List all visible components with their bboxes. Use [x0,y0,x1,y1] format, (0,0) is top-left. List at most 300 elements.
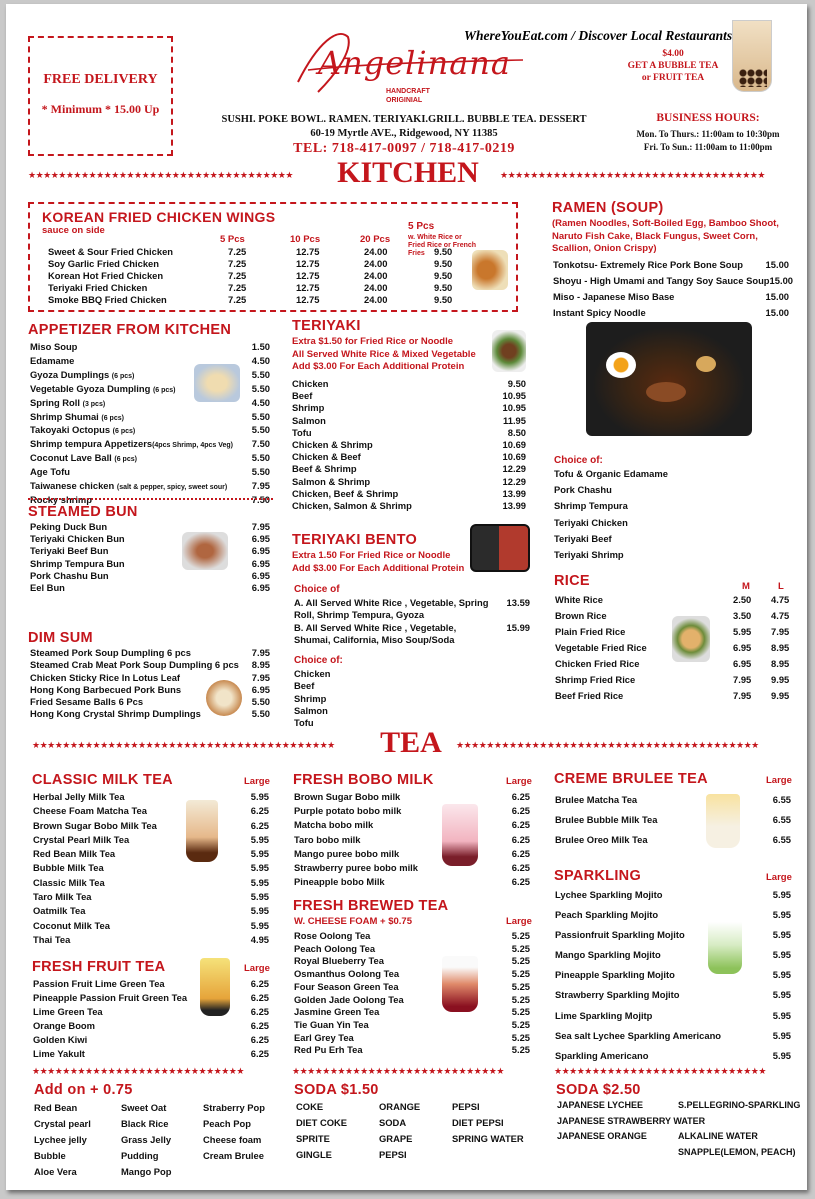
soda250-row [557,1130,807,1146]
bento-notes [292,550,472,575]
menu-item-row [292,439,526,451]
menu-item-price: 6.25 [511,862,530,874]
menu-item-row [553,273,793,289]
rice-name: White Rice [555,594,603,605]
menu-item-name: Rose Oolong Tea [294,930,371,941]
menu-item-row [555,985,791,1005]
menu-item-row [294,955,530,968]
soda250-grid [557,1099,807,1161]
wings-price: 7.25 [228,246,247,257]
rice-name: Chicken Fried Rice [555,658,640,669]
menu-item-row [555,965,791,985]
menu-item-price: 6.25 [250,1020,269,1031]
bento-a-price: 13.59 [506,597,530,608]
hours-weekend: Fri. To Sun.: 11:00am to 11:00pm [643,142,773,152]
wings-price: 24.00 [364,282,388,293]
menu-item-row [292,451,526,463]
menu-item-name: Taro Milk Tea [33,891,92,903]
menu-item-row [555,790,791,810]
menu-item-row [30,521,270,533]
menu-item-row [33,819,269,833]
wings-price: 9.50 [434,294,453,305]
soda250-row [557,1146,807,1162]
grid-item: GRAPE [379,1133,413,1144]
choice-item: Beef [294,680,315,692]
grid-column [34,1100,121,1180]
appetizer-qualifier: (6 pcs) [101,414,124,422]
appetizer-label [30,369,134,383]
menu-item-name: Mango Sparkling Mojito [555,949,661,961]
menu-item-price: 5.95 [250,791,269,802]
soda150-grid [296,1099,546,1163]
menu-item-name: Hong Kong Crystal Shrimp Dumplings [30,708,201,720]
menu-item-name: Strawberry Sparkling Mojito [555,989,680,1001]
grid-item: Cream Brulee [203,1150,264,1161]
appetizer-qualifier: (4pcs Shrimp, 4pcs Veg) [152,442,233,450]
menu-item-price: 5.95 [250,905,269,917]
free-delivery-title: FREE DELIVERY [43,72,158,87]
ramen-choices [554,466,668,563]
wings-col4-label: 5 Pcs [408,221,435,232]
menu-item-row [294,833,530,847]
wings-price: 7.25 [228,282,247,293]
appetizer-price: 5.50 [251,466,270,478]
menu-item-price: 5.95 [772,1009,791,1021]
teriyaki-note-2: All Served White Rice & Mixed Vegetable [292,348,476,360]
bento-option-a [294,597,530,622]
menu-item-row [33,847,269,861]
menu-item-row [294,818,530,832]
wings-name: Soy Garlic Fried Chicken [48,258,159,269]
grid-item: Peach Pop [203,1118,251,1129]
menu-item-name: Oatmilk Tea [33,905,86,917]
wings-price: 12.75 [296,246,320,257]
appetizer-label [30,424,135,438]
classic-list [33,790,269,947]
grid-item: COKE [296,1101,324,1112]
wings-price: 9.50 [434,258,453,269]
menu-item-name: Four Season Green Tea [294,980,399,992]
grid-item: Red Bean [34,1102,78,1113]
menu-item-name: Peach Sparkling Mojito [555,909,659,921]
creme-title: CREME BRULEE TEA [554,771,708,787]
menu-item-row [30,582,270,594]
bento-b-price: 15.99 [506,622,530,633]
grid-item: Mango Pop [121,1166,172,1177]
steamed-title: STEAMED BUN [28,504,138,520]
bento-choice2-title: Choice of: [294,655,343,666]
menu-item-row [30,558,270,570]
tagline: SUSHI. POKE BOWL. RAMEN. TERIYAKI.GRILL. BUBBLE TEA. DESSERT [221,114,587,125]
menu-item-row [294,875,530,889]
menu-item-row [30,647,270,659]
menu-item-name: Passion Fruit Lime Green Tea [33,978,165,989]
menu-item-row [292,390,526,402]
divider-steamed [28,498,273,500]
appetizer-label [30,383,176,397]
grid-item: DIET PEPSI [452,1117,504,1128]
menu-item-price: 13.99 [502,487,526,499]
soda250-left: JAPANESE STRAWBERRY WATER [557,1115,706,1126]
menu-item-name: Earl Grey Tea [294,1031,354,1043]
appetizer-title: APPETIZER FROM KITCHEN [28,322,232,338]
fruit-list [33,977,269,1061]
addon-grid [34,1100,284,1180]
menu-item-name: Chicken Sticky Rice In Lotus Leaf [30,671,181,683]
menu-item-price: 5.95 [772,969,791,981]
appetizer-name: Takoyaki Octopus [30,424,113,436]
menu-item-name: Tie Guan Yin Tea [294,1018,369,1030]
menu-item-price: 6.25 [250,992,269,1003]
wings-price: 9.50 [434,282,453,293]
menu-item-price: 5.95 [772,929,791,941]
menu-item-name: Mango puree bobo milk [294,847,400,859]
appetizer-qualifier: (6 pcs) [152,386,176,394]
rice-price-l: 8.95 [771,642,790,653]
menu-item-name: Orange Boom [33,1020,95,1031]
wings-title: KOREAN FRIED CHICKEN WINGS [42,209,276,225]
appetizer-row [30,438,270,452]
menu-item-price: 5.25 [511,1031,530,1043]
promo-box [618,32,728,84]
addon-stars: ★★★★★★★★★★★★★★★★★★★★★★★★★★★★ [32,1066,244,1076]
menu-item-price: 15.00 [769,275,793,286]
menu-item-name: Red Bean Milk Tea [33,848,116,860]
menu-item-row [555,810,791,830]
menu-item-row [555,1046,791,1066]
rice-price-l: 4.75 [771,610,790,621]
menu-item-name: Chicken [292,378,329,389]
menu-item-price: 5.95 [250,919,269,931]
grid-item: SPRING WATER [452,1133,524,1144]
appetizer-label [30,397,105,411]
grid-item: SODA [379,1117,407,1128]
grid-item: Lychee jelly [34,1134,87,1145]
menu-item-row [33,804,269,818]
rice-price-m: 2.50 [733,594,752,605]
menu-item-row [33,876,269,890]
rice-price-m: 5.95 [733,626,752,637]
menu-item-name: Tofu [292,426,312,438]
menu-item-row [292,500,526,512]
menu-item-name: Shoyu - High Umami and Tangy Soy Sauce Soup [553,275,770,286]
appetizer-label [30,411,124,425]
teriyaki-list [292,378,526,512]
menu-item-price: 4.95 [250,933,269,945]
menu-item-name: Pork Chashu Bun [30,569,109,581]
rice-price-m: 7.95 [733,690,752,701]
menu-item-name: Purple potato bobo milk [294,805,402,817]
appetizer-label [30,438,233,452]
menu-item-price: 8.50 [507,426,526,438]
choice-item: Shrimp Tempura [554,500,628,512]
appetizer-price: 5.50 [251,410,270,422]
soda150-title: SODA $1.50 [294,1082,379,1098]
appetizer-qualifier: (salt & pepper, spicy, sweet sour) [116,484,228,492]
appetizer-price: 5.50 [251,368,270,380]
appetizer-name: Gyoza Dumplings [30,368,112,380]
rice-row [555,672,791,688]
wings-sub: sauce on side [42,225,105,236]
menu-item-name: Taro bobo milk [294,833,361,845]
grid-item: Crystal pearl [34,1118,91,1129]
menu-item-row [555,945,791,965]
menu-item-name: Jasmine Green Tea [294,1006,380,1018]
menu-item-row [292,463,526,475]
menu-item-price: 5.95 [250,891,269,903]
menu-item-row [33,977,269,991]
appetizer-name: Spring Roll [30,396,83,408]
menu-item-price: 5.95 [772,1029,791,1041]
teriyaki-note-1: Extra $1.50 for Fried Rice or Noodle [292,336,454,347]
menu-item-row [294,1019,530,1032]
grid-item: Straberry Pop [203,1102,265,1113]
menu-item-name: Lychee Sparkling Mojito [555,889,663,900]
ramen-desc: (Ramen Noodles, Soft-Boiled Egg, Bamboo Shoot, Naruto Fish Cake, Black Fungus, Sweet Corn, Scallion, Onion Crispy) [552,218,779,254]
menu-item-price: 10.69 [502,451,526,463]
rice-name: Beef Fried Rice [555,690,624,701]
menu-item-row [555,1026,791,1046]
rice-row [555,688,791,704]
choice-item: Teriyaki Shrimp [554,549,624,561]
menu-item-row [292,488,526,500]
menu-item-price: 5.50 [251,696,270,708]
choice-item: Tofu & Organic Edamame [554,468,668,479]
menu-item-row [555,905,791,925]
choice-item: Shrimp [294,692,327,704]
delivery-minimum: * Minimum * 15.00 Up [41,102,160,116]
menu-item-price: 13.99 [502,500,526,512]
grid-column [452,1099,542,1163]
appetizer-price: 1.50 [251,341,270,352]
teriyaki-note-3: Add $3.00 For Each Additional Protein [292,361,465,372]
grid-item: DIET COKE [296,1117,348,1128]
brewed-tea-photo [442,956,478,1012]
soda250-row [557,1115,807,1131]
soda250-row [557,1099,807,1115]
appetizer-name: Shrimp tempura Appetizers [30,438,153,450]
logo-sub1: HANDCRAFT [386,88,430,95]
menu-item-price: 15.00 [765,259,789,270]
menu-item-price: 5.95 [250,848,269,860]
bobo-title: FRESH BOBO MILK [293,772,434,788]
appetizer-price: 5.50 [251,452,270,464]
menu-page [6,4,807,1190]
menu-item-price: 5.95 [250,862,269,874]
menu-item-row [33,1005,269,1019]
menu-item-name: Shrimp Tempura Bun [30,557,125,569]
soda250-right: ALKALINE WATER [678,1131,758,1141]
grid-item: Pudding [121,1150,159,1161]
menu-item-price: 5.25 [511,980,530,992]
menu-item-price: 15.00 [765,307,789,318]
wings-row [48,246,468,258]
menu-item-price: 5.25 [511,930,530,941]
menu-item-row [33,991,269,1005]
bento-note-1: Extra 1.50 For Fried Rice or Noodle [292,550,451,561]
rice-name: Shrimp Fried Rice [555,674,636,685]
grid-item: Cheese foam [203,1134,262,1145]
appetizer-name: Taiwanese chicken [30,480,117,492]
menu-item-name: Royal Blueberry Tea [294,955,384,967]
wings-col-10: 10 Pcs [290,234,321,245]
wings-row [48,294,468,306]
wings-col-5: 5 Pcs [220,234,245,245]
menu-item-name: Peking Duck Bun [30,521,108,532]
wings-row [48,282,468,294]
appetizer-label [30,480,227,494]
bento-option-b [294,622,530,647]
classic-size: Large [244,776,270,787]
menu-item-row [294,1044,530,1057]
choice-item: Tofu [294,717,314,729]
appetizer-name: Miso Soup [30,341,78,352]
menu-item-name: Peach Oolong Tea [294,942,376,954]
menu-item-name: Steamed Pork Soup Dumpling 6 pcs [30,647,191,658]
menu-item-name: Chicken & Shrimp [292,439,373,451]
promo-price: $4.00 [662,49,684,59]
hours [618,112,798,154]
steamed-list [30,521,270,594]
grid-column [296,1099,379,1163]
grid-item: PEPSI [452,1101,480,1112]
stars-right: ★★★★★★★★★★★★★★★★★★★★★★★★★★★★★★★★★★★ [500,170,765,180]
watermark: WhereYouEat.com / Discover Local Restaurants [464,28,733,43]
menu-item-name: Bubble Milk Tea [33,862,104,874]
menu-item-row [555,885,791,905]
menu-item-price: 5.50 [251,708,270,720]
teriyaki-title: TERIYAKI [292,318,361,334]
menu-item-name: Brulee Oreo Milk Tea [555,834,648,845]
menu-item-price: 5.25 [511,993,530,1005]
bobo-photo [442,804,478,866]
wings-price: 12.75 [296,282,320,293]
appetizer-label [30,355,74,369]
rice-name: Vegetable Fried Rice [555,642,647,653]
appetizer-row [30,452,270,466]
rice-title: RICE [554,573,590,589]
bento-photo [470,524,530,572]
menu-item-row [33,933,269,947]
dumpling-photo [206,680,242,716]
menu-item-price: 10.95 [502,390,526,402]
ramen-list [553,257,793,321]
brewed-list [294,930,530,1057]
menu-item-price: 5.25 [511,1044,530,1056]
menu-item-row [294,981,530,994]
menu-item-price: 15.00 [765,291,789,302]
menu-item-price: 6.25 [511,805,530,817]
menu-item-name: Pineapple bobo Milk [294,876,385,888]
menu-item-name: Passionfruit Sparkling Mojito [555,929,685,941]
menu-item-row [33,790,269,804]
menu-item-name: Hong Kong Barbecued Pork Buns [30,683,182,695]
menu-item-name: Salmon [292,414,326,426]
wings-price: 24.00 [364,270,388,281]
appetizer-price: 4.50 [251,396,270,408]
ramen-photo [586,322,752,436]
fruit-title: FRESH FRUIT TEA [32,959,166,975]
fruit-size: Large [244,963,270,974]
menu-item-name: Brown Sugar Bobo milk [294,791,401,802]
appetizer-price: 4.50 [251,354,270,366]
menu-item-price: 7.95 [251,647,270,658]
wings-price: 7.25 [228,294,247,305]
bobo-size: Large [506,776,532,787]
bento-title: TERIYAKI BENTO [292,532,418,548]
steamed-bun-photo [182,532,228,570]
menu-item-price: 6.25 [250,1048,269,1059]
menu-item-price: 6.95 [251,569,270,581]
appetizer-name: Vegetable Gyoza Dumpling [30,382,153,394]
menu-item-name: Lime Green Tea [33,1006,103,1017]
appetizer-qualifier: (6 pcs) [111,372,135,380]
menu-item-price: 5.25 [511,1006,530,1018]
promo-line1: GET A BUBBLE TEA [627,61,719,71]
brewed-note: W. CHEESE FOAM + $0.75 [294,916,412,927]
ramen-choice-title: Choice of: [554,455,603,466]
wings-price: 24.00 [364,246,388,257]
menu-item-row [30,672,270,684]
appetizer-row [30,466,270,480]
menu-item-name: Strawberry puree bobo milk [294,862,418,874]
menu-item-price: 5.95 [772,989,791,1001]
wings-price: 12.75 [296,270,320,281]
menu-item-price: 5.95 [250,833,269,845]
menu-item-price: 5.25 [511,942,530,954]
menu-item-name: Classic Milk Tea [33,876,105,888]
menu-item-price: 12.29 [502,463,526,475]
wings-row [48,270,468,282]
sparkling-list [555,885,791,1066]
rice-name: Plain Fried Rice [555,626,626,637]
menu-item-name: Brulee Bubble Milk Tea [555,814,658,825]
menu-item-price: 5.95 [250,876,269,888]
wings-price: 9.50 [434,246,453,257]
menu-item-price: 6.25 [511,833,530,845]
menu-item-price: 6.25 [511,819,530,831]
logo-text: Angelinana [318,44,511,82]
teriyaki-notes [292,336,492,374]
appetizer-qualifier: (3 pcs) [82,400,106,408]
soda250-right: S.PELLEGRINO-SPARKLING [678,1100,801,1110]
appetizer-label [30,466,70,480]
appetizer-row [30,480,270,494]
wings-price: 7.25 [228,270,247,281]
appetizer-name: Coconut Lave Ball [30,452,115,464]
menu-item-name: Golden Jade Oolong Tea [294,993,404,1005]
menu-item-row [33,919,269,933]
rice-price-m: 6.95 [733,658,752,669]
menu-item-name: Pineapple Sparkling Mojito [555,969,675,981]
rice-price-m: 6.95 [733,642,752,653]
rice-row [555,592,791,608]
soda250-left: JAPANESE ORANGE [557,1131,647,1141]
menu-item-price: 6.95 [251,683,270,695]
sparkling-title: SPARKLING [554,868,642,884]
fried-rice-photo [672,616,710,662]
menu-item-row [30,570,270,582]
menu-item-name: Teriyaki Beef Bun [30,545,109,557]
menu-item-price: 10.69 [502,439,526,451]
appetizer-price: 7.50 [251,493,270,505]
menu-item-price: 5.95 [772,949,791,961]
menu-item-price: 6.25 [511,847,530,859]
bento-a-text: A. All Served White Rice , Vegetable, Spring Roll, Shrimp Tempura, Gyoza [294,597,489,621]
menu-item-price: 6.95 [251,545,270,557]
menu-item-row [555,830,791,850]
grid-item: Bubble [34,1150,66,1161]
